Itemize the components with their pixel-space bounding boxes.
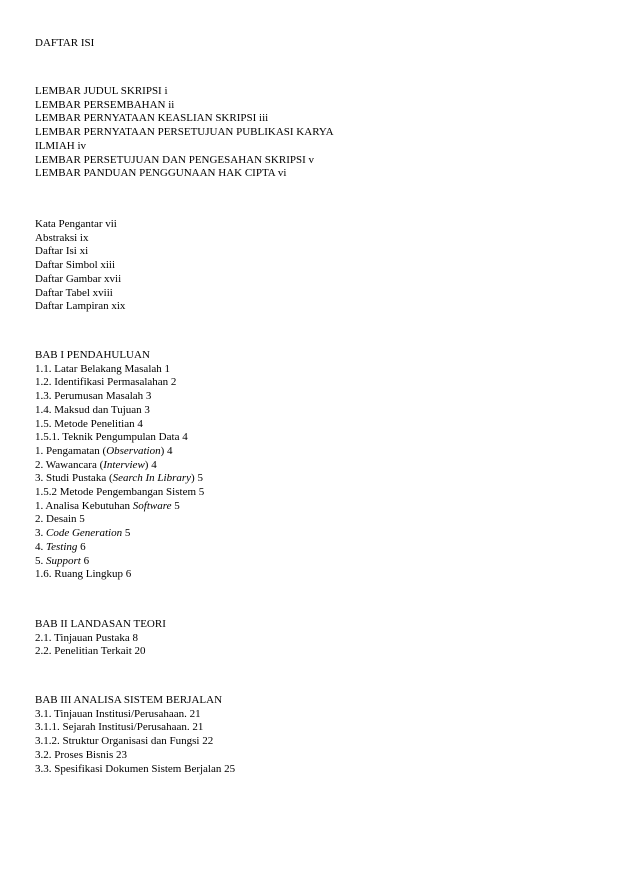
list-item [35, 472, 204, 486]
entry-italic-term: Interview [103, 458, 145, 471]
entry-italic-term: Support [46, 554, 81, 567]
list-item: Kata Pengantar vii [35, 218, 117, 230]
list-item: LEMBAR PANDUAN PENGGUNAAN HAK CIPTA vi [35, 167, 287, 180]
entry-text: 1.2. Identifikasi Permasalahan 2 [35, 376, 177, 389]
entry-text: 1. Pengamatan ( [35, 444, 107, 457]
list-item [35, 568, 204, 582]
list-item [35, 555, 204, 569]
entry-italic-term: Testing [46, 540, 78, 553]
list-item [35, 404, 204, 418]
list-item: LEMBAR PERNYATAAN PERSETUJUAN PUBLIKASI KARYA [35, 126, 334, 139]
list-item [35, 500, 204, 514]
chapter-1-section [35, 349, 204, 582]
list-item: 3.1.2. Struktur Organisasi dan Fungsi 22 [35, 735, 214, 748]
entry-text: 5 [122, 527, 131, 540]
list-item [35, 418, 204, 432]
list-item: LEMBAR JUDUL SKRIPSI i [35, 85, 168, 97]
list-item: LEMBAR PERSETUJUAN DAN PENGESAHAN SKRIPSI v [35, 153, 315, 166]
list-item: 3.1. Tinjauan Institusi/Perusahaan. 21 [35, 707, 201, 720]
entry-text: 3. [35, 527, 46, 540]
list-item: 2.1. Tinjauan Pustaka 8 [35, 631, 138, 644]
list-item: LEMBAR PERSEMBAHAN ii [35, 98, 175, 111]
entry-text: 1.4. Maksud dan Tujuan 3 [35, 403, 150, 416]
list-item [35, 376, 204, 390]
chapter-heading: BAB II LANDASAN TEORI [35, 618, 166, 630]
entry-text: ) 4 [144, 458, 157, 471]
list-item: Daftar Gambar xvii [35, 272, 122, 285]
entry-italic-term: Code Generation [46, 527, 123, 540]
entry-italic-term: Software [132, 499, 172, 512]
chapter-2-section [35, 618, 166, 659]
list-item: Daftar Lampiran xix [35, 300, 126, 313]
list-item: Daftar Tabel xviii [35, 286, 113, 299]
entry-text: 1.1. Latar Belakang Masalah 1 [35, 362, 171, 375]
entry-text: 1.6. Ruang Lingkup 6 [35, 568, 132, 581]
list-item: Daftar Simbol xiii [35, 259, 116, 272]
list-item [35, 363, 204, 377]
entry-text: 1.5. Metode Penelitian 4 [35, 417, 143, 430]
entry-italic-term: Search In Library [112, 472, 192, 485]
entry-text: ) 5 [191, 472, 203, 485]
list-item [35, 513, 204, 527]
front-pages-list [35, 85, 334, 181]
list-item [35, 431, 204, 445]
list-item: 3.3. Spesifikasi Dokumen Sistem Berjalan 25 [35, 762, 236, 775]
entry-italic-term: Observation [106, 444, 161, 457]
entry-text: 5. [35, 554, 46, 567]
page-title: DAFTAR ISI [35, 37, 95, 49]
chapter-heading: BAB III ANALISA SISTEM BERJALAN [35, 694, 223, 706]
entry-text: 6 [80, 554, 90, 567]
entry-text: 2. Wawancara ( [35, 458, 104, 471]
list-item [35, 541, 204, 555]
list-item [35, 527, 204, 541]
entry-text: 1.5.1. Teknik Pengumpulan Data 4 [35, 431, 188, 444]
entry-text: 1. Analisa Kebutuhan [35, 499, 133, 512]
list-item [35, 445, 204, 459]
list-item: 3.1.1. Sejarah Institusi/Perusahaan. 21 [35, 721, 204, 734]
list-item [35, 486, 204, 500]
entry-text: 4. [35, 540, 46, 553]
entry-text: 1.3. Perumusan Masalah 3 [35, 390, 152, 403]
preliminary-list [35, 218, 125, 314]
list-item: 2.2. Penelitian Terkait 20 [35, 645, 146, 658]
chapter-1-entries [35, 363, 204, 582]
entry-text: 2. Desain 5 [35, 513, 85, 526]
list-item: Abstraksi ix [35, 231, 89, 244]
entry-text: 6 [77, 540, 86, 553]
list-item: Daftar Isi xi [35, 245, 89, 258]
entry-text: 3. Studi Pustaka ( [35, 472, 113, 485]
chapter-heading: BAB I PENDAHULUAN [35, 349, 150, 361]
entry-text: 1.5.2 Metode Pengembangan Sistem 5 [35, 486, 205, 499]
entry-text: ) 4 [160, 444, 173, 457]
list-item [35, 390, 204, 404]
entry-text: 5 [171, 499, 180, 512]
list-item: ILMIAH iv [35, 139, 87, 152]
list-item [35, 459, 204, 473]
list-item: LEMBAR PERNYATAAN KEASLIAN SKRIPSI iii [35, 112, 269, 125]
list-item: 3.2. Proses Bisnis 23 [35, 748, 127, 761]
chapter-3-section [35, 694, 235, 776]
